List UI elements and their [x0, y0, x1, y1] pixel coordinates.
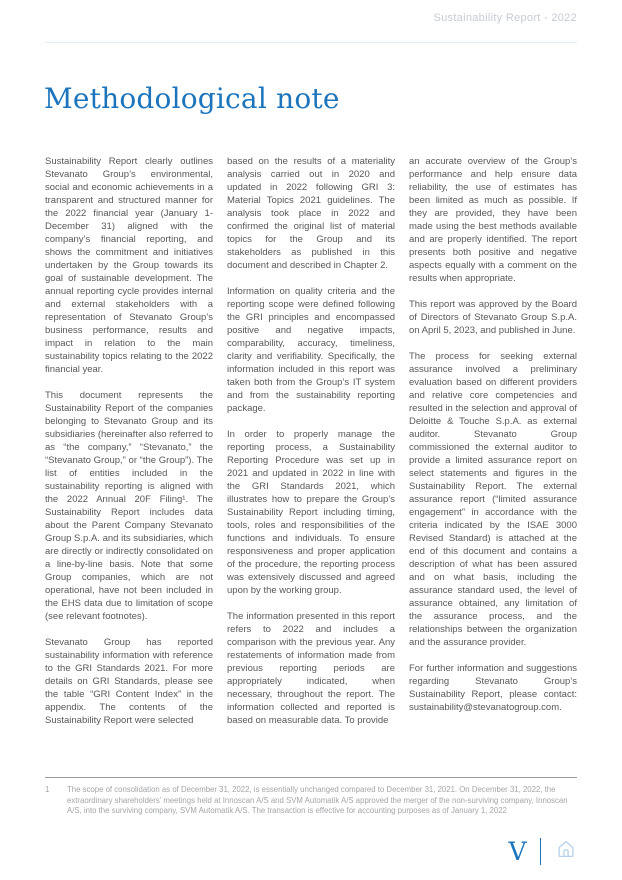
paragraph: This document represents the Sustainability Report of the companies belonging to Stevanato Group and its subsidiaries (hereinafter also referred to as “the company,” “Stevanato,” the “Stevanato Group,” or “the Group”). The list of entities included in the sustainability reporting is aligned with the 2022 Annual 20F Filing¹. The Sustainability Report includes data about the Parent Company Stevanato Group S.p.A. and its subsidiaries, which are directly or indirectly consolidated on a line-by-line basis. Note that some Group companies, which are not operational, have not been included in the EHS data due to limitation of scope (see relevant footnotes).	[45, 390, 213, 622]
paragraph: Sustainability Report clearly outlines Stevanato Group’s environmental, social and economic achievements in a transparent and structured manner for the 2022 financial year (January 1-December 31) aligned with the company’s financial reporting, and shows the commitment and initiatives undertaken by the Group towards its goal of sustainable development. The annual reporting cycle provides internal and external stakeholders with a representation of Stevanato Group’s business performance, results and impact in relation to the main sustainability topics relating to the 2022 financial year.	[45, 156, 213, 375]
footnote-text: The scope of consolidation as of December 31, 2022, is essentially unchanged compared to December 31, 2021. On December 31, 2022, the extraordinary shareholders’ meetings held at Innoscan A/S and SVM Automatik A/S approved the merger of the non-surviving company, Innoscan A/S, into the surviving company, SVM Automatik A/S. The transaction is effective for accounting purposes as of January 1, 2022	[67, 785, 568, 815]
footnote-number: 1	[45, 785, 50, 794]
paragraph: The information presented in this report refers to 2022 and includes a comparison with the previous year. Any restatements of information made from previous reporting periods are appropriately indicated, when necessary, throughout the report. The information collected and reported is based on measurable data. To provide	[227, 611, 395, 726]
column-2	[227, 155, 395, 740]
paragraph: For further information and suggestions regarding Stevanato Group’s Sustainability Report, please contact: sustainability@stevanatogroup.com.	[409, 663, 577, 713]
paragraph: based on the results of a materiality analysis carried out in 2020 and updated in 2022 following GRI 3: Material Topics 2021 guidelines. The analysis took place in 2022 and confirmed the original list of material topics for the Group and its stakeholders as published in this document and described in Chapter 2.	[227, 156, 395, 271]
pager-separator	[540, 838, 542, 865]
footnote	[45, 785, 577, 817]
paragraph: Stevanato Group has reported sustainability information with reference to the GRI Standards 2021. For more details on GRI Standards, please see the table “GRI Content Index” in the appendix. The contents of the Sustainability Report were selected	[45, 637, 213, 726]
paragraph: This report was approved by the Board of Directors of Stevanato Group S.p.A. on April 5, 2023, and published in June.	[409, 299, 577, 336]
paragraph: an accurate overview of the Group’s performance and help ensure data reliability, the use of estimates has been limited as much as possible. If they are provided, they have been made using the best methods available and are properly identified. The report presents both positive and negative aspects equally with a comment on the results when appropriate.	[409, 156, 577, 284]
home-icon	[555, 838, 577, 865]
report-header-title: Sustainability Report - 2022	[433, 12, 577, 24]
paragraph: The process for seeking external assurance involved a preliminary evaluation based on different providers and relative core competencies and resulted in the selection and approval of Deloitte & Touche S.p.A. as external auditor. Stevanato Group commissioned the external auditor to provide a limited assurance report on select statements and figures in the Sustainability Report. The external assurance report (“limited assurance engagement” in accordance with the criteria indicated by the ISAE 3000 Revised Standard) is attached at the end of this document and contains a description of what has been assured and on what basis, including the assurance standard used, the level of assurance obtained, any limitation of the assurance process, and the relationships between the organization and the assurance provider.	[409, 351, 577, 648]
column-3	[409, 155, 577, 740]
header-divider	[45, 42, 577, 43]
page-title: Methodological note	[44, 82, 340, 115]
body-columns	[45, 155, 577, 740]
paragraph: Information on quality criteria and the reporting scope were defined following the GRI principles and encompassed positive and negative impacts, comparability, accuracy, timeliness, clarity and verifiability. Specifically, the information included in this report was taken both from the Group’s IT system and from the sustainability reporting package.	[227, 286, 395, 414]
footnote-divider	[45, 777, 577, 778]
paragraph: In order to properly manage the reporting process, a Sustainability Reporting Procedure was set up in 2021 and updated in 2022 in line with the GRI Standards 2021, which illustrates how to prepare the Group’s Sustainability Report including timing, tools, roles and responsibilities of the functions and individuals. To ensure responsiveness and proper application of the procedure, the reporting process was extensively discussed and agreed upon by the working group.	[227, 429, 395, 596]
column-1	[45, 155, 213, 740]
home-button[interactable]	[554, 839, 578, 863]
page-footer-nav	[508, 834, 578, 868]
page-number: V	[508, 836, 527, 866]
